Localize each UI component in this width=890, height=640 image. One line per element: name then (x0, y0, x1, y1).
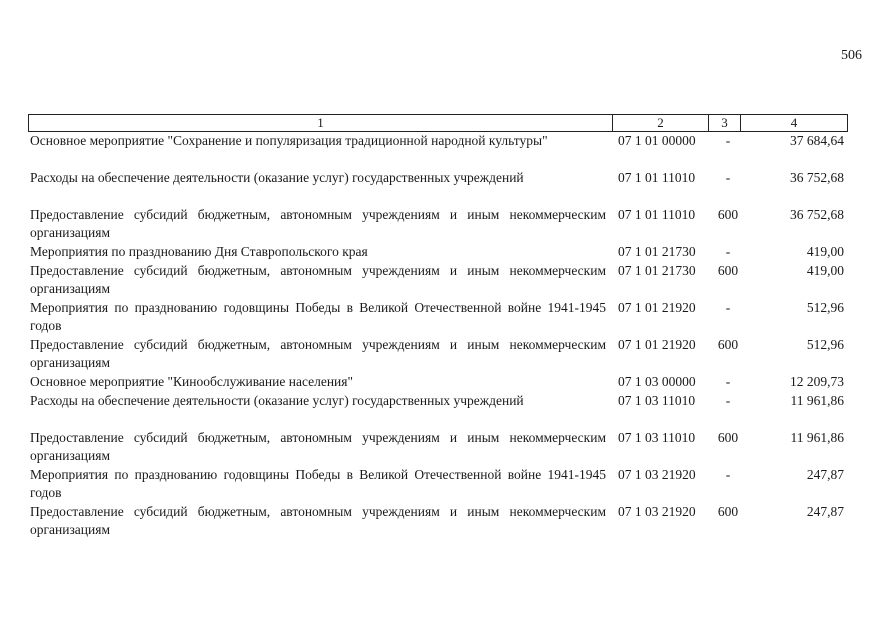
row-type: 600 (717, 337, 739, 352)
row-type: - (725, 467, 731, 482)
table-row (30, 169, 850, 206)
row-sum: 247,87 (806, 504, 844, 519)
row-code: 07 1 01 00000 (618, 133, 696, 148)
row-code: 07 1 03 11010 (618, 430, 696, 445)
row-code: 07 1 01 21730 (618, 263, 696, 278)
row-type: 600 (717, 207, 739, 222)
row-type: 600 (717, 263, 739, 278)
row-sum: 11 961,86 (790, 393, 844, 408)
header-col-3: 3 (709, 115, 741, 131)
table-row (30, 206, 850, 243)
row-sum: 37 684,64 (790, 133, 844, 148)
header-col-2: 2 (613, 115, 709, 131)
table-body (30, 132, 850, 540)
header-col-4: 4 (790, 115, 798, 130)
row-sum: 36 752,68 (790, 207, 844, 222)
row-code: 07 1 01 11010 (618, 207, 696, 222)
row-name: Мероприятия по празднованию годовщины Победы в Великой Отечественной войне 1941-1945 годов (30, 300, 606, 333)
row-name: Предоставление субсидий бюджетным, автономным учреждениям и иным некоммерческим организациям (30, 504, 606, 537)
header-col-1: 1 (29, 115, 613, 131)
row-sum: 11 961,86 (790, 430, 844, 445)
row-code: 07 1 01 11010 (618, 170, 696, 185)
row-sum: 419,00 (806, 263, 844, 278)
row-type: 600 (717, 504, 739, 519)
row-name: Мероприятия по празднованию годовщины Победы в Великой Отечественной войне 1941-1945 годов (30, 467, 606, 500)
row-sum: 512,96 (806, 300, 844, 315)
table-row (30, 299, 850, 336)
row-name: Расходы на обеспечение деятельности (оказание услуг) государственных учреждений (30, 170, 524, 185)
row-type: - (725, 170, 731, 185)
row-sum: 12 209,73 (790, 374, 844, 389)
row-name: Предоставление субсидий бюджетным, автономным учреждениям и иным некоммерческим организациям (30, 207, 606, 240)
row-code: 07 1 03 21920 (618, 467, 696, 482)
row-code: 07 1 01 21920 (618, 337, 696, 352)
row-type: - (725, 244, 731, 259)
row-code: 07 1 03 00000 (618, 374, 696, 389)
table-row (30, 132, 850, 169)
row-name: Предоставление субсидий бюджетным, автономным учреждениям и иным некоммерческим организациям (30, 337, 606, 370)
row-type: 600 (717, 430, 739, 445)
row-code: 07 1 03 11010 (618, 393, 696, 408)
table-row (30, 429, 850, 466)
row-code: 07 1 01 21730 (618, 244, 696, 259)
row-type: - (725, 374, 731, 389)
table-row (30, 373, 850, 392)
row-code: 07 1 03 21920 (618, 504, 696, 519)
page-number: 506 (841, 48, 862, 63)
row-sum: 247,87 (806, 467, 844, 482)
row-name: Основное мероприятие "Кинообслуживание населения" (30, 374, 353, 389)
row-sum: 512,96 (806, 337, 844, 352)
table-row (30, 392, 850, 429)
row-sum: 419,00 (806, 244, 844, 259)
row-name: Основное мероприятие "Сохранение и популяризация традиционной народной культуры" (30, 133, 548, 148)
row-code: 07 1 01 21920 (618, 300, 696, 315)
table-row (30, 262, 850, 299)
table-row (30, 466, 850, 503)
table-row (30, 336, 850, 373)
row-name: Мероприятия по празднованию Дня Ставропольского края (30, 244, 368, 259)
table-row (30, 243, 850, 262)
row-sum: 36 752,68 (790, 170, 844, 185)
row-name: Предоставление субсидий бюджетным, автономным учреждениям и иным некоммерческим организациям (30, 263, 606, 296)
row-type: - (725, 133, 731, 148)
table-row (30, 503, 850, 540)
row-type: - (725, 393, 731, 408)
row-name: Предоставление субсидий бюджетным, автономным учреждениям и иным некоммерческим организациям (30, 430, 606, 463)
table-header (28, 114, 848, 132)
row-type: - (725, 300, 731, 315)
row-name: Расходы на обеспечение деятельности (оказание услуг) государственных учреждений (30, 393, 524, 408)
